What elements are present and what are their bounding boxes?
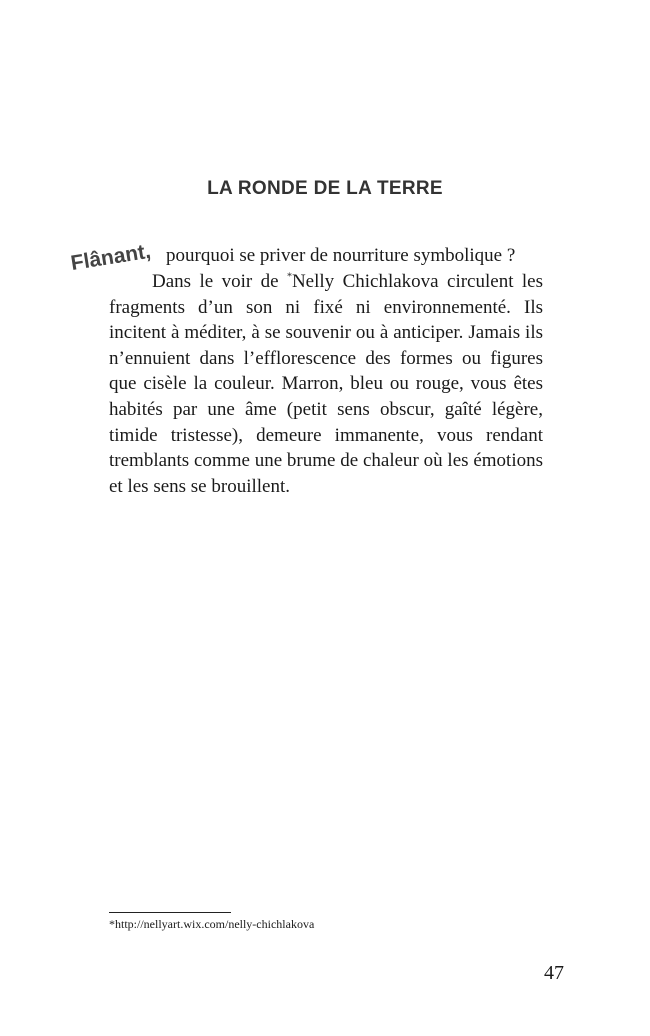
body-paragraph — [109, 269, 543, 499]
first-line: pourquoi se priver de nourriture symbolique ? — [166, 245, 516, 266]
footnote-rule — [109, 912, 231, 913]
page-number: 47 — [544, 962, 564, 984]
footnote-marker: * — [286, 271, 292, 283]
page-title: LA RONDE DE LA TERRE — [207, 178, 443, 199]
paragraph-text-rest: Nelly Chichlakova circulent les fragments d’un son ni fixé ni environnementé. Ils incitent à méditer, à se souvenir ou à anticiper. Jamais ils n’ennuient dans l’efflorescence des formes ou figures que cisèle la couleur. Marron, bleu ou rouge, vous êtes habités par une âme (petit sens obscur, gaîté légère, timide tristesse), demeure immanente, vous rendant tremblants comme une brume de chaleur où les émotions et les sens se brouillent. — [109, 271, 543, 497]
footnote: *http://nellyart.wix.com/nelly-chichlakova — [109, 917, 315, 931]
lead-word: Flânant, — [69, 239, 153, 276]
paragraph-text-start: Dans le voir de — [152, 271, 287, 292]
